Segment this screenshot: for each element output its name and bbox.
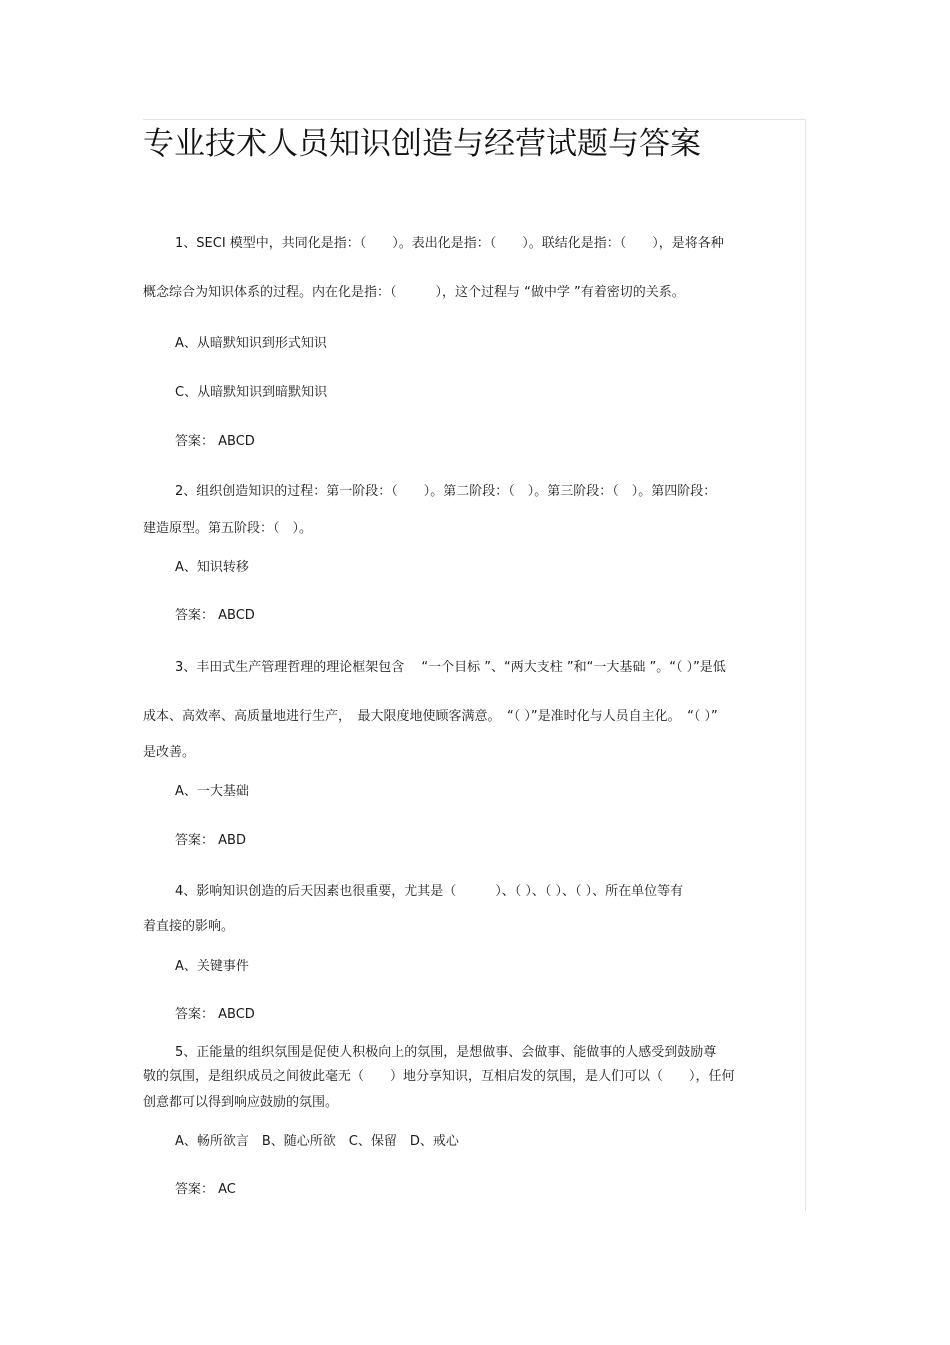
q3-text-line1: 3、丰田式生产管理哲理的理论框架包含 “一个目标 ”、“两大支柱 ”和“一大基础 ”。“（ ）”是低 xyxy=(175,660,726,675)
q3-text-line3: 是改善。 xyxy=(143,745,196,760)
q4-text-line1: 4、影响知识创造的后天因素也很重要，尤其是（ ）、（ ）、（ ）、（ ）、所在单位等有 xyxy=(175,884,684,899)
q4-answer: 答案： ABCD xyxy=(175,1007,255,1022)
document-title: 专业技术人员知识创造与经营试题与答案 xyxy=(143,126,701,162)
q1-answer: 答案： ABCD xyxy=(175,434,255,449)
q4-option-a: A、关键事件 xyxy=(175,959,249,974)
q4-text-line2: 着直接的影响。 xyxy=(143,919,235,934)
q5-text-line1: 5、正能量的组织氛围是促使人积极向上的氛围，是想做事、会做事、能做事的人感受到鼓励尊 xyxy=(175,1045,717,1060)
q1-text-line1: 1、SECI 模型中，共同化是指：（ ）。表出化是指：（ ）。联结化是指：（ ），是将各种 xyxy=(175,236,724,251)
q1-text-line2: 概念综合为知识体系的过程。内在化是指：（ ），这个过程与 “做中学 ”有着密切的关系。 xyxy=(143,285,685,300)
q2-text-line1: 2、组织创造知识的过程：第一阶段：（ ）。第二阶段：（ ）。第三阶段：（ ）。第四阶段： xyxy=(175,484,717,499)
q3-answer: 答案： ABD xyxy=(175,833,246,848)
q5-answer: 答案： AC xyxy=(175,1182,236,1197)
q3-option-a: A、一大基础 xyxy=(175,784,249,799)
q5-options: A、畅所欲言 B、随心所欲 C、保留 D、戒心 xyxy=(175,1134,459,1149)
q3-text-line2: 成本、高效率、高质量地进行生产， 最大限度地使顾客满意。 “（ ）”是准时化与人员自主化。 “（ ）” xyxy=(143,709,718,724)
q5-text-line2: 敬的氛围，是组织成员之间彼此毫无（ ）地分享知识，互相启发的氛围，是人们可以（ ），任何 xyxy=(143,1069,735,1084)
q1-option-c: C、从暗默知识到暗默知识 xyxy=(175,385,328,400)
q2-option-a: A、知识转移 xyxy=(175,560,249,575)
q2-answer: 答案： ABCD xyxy=(175,608,255,623)
q1-option-a: A、从暗默知识到形式知识 xyxy=(175,336,327,351)
q5-text-line3: 创意都可以得到响应鼓励的氛围。 xyxy=(143,1095,339,1110)
q2-text-line2: 建造原型。第五阶段：（ ）。 xyxy=(143,521,313,536)
